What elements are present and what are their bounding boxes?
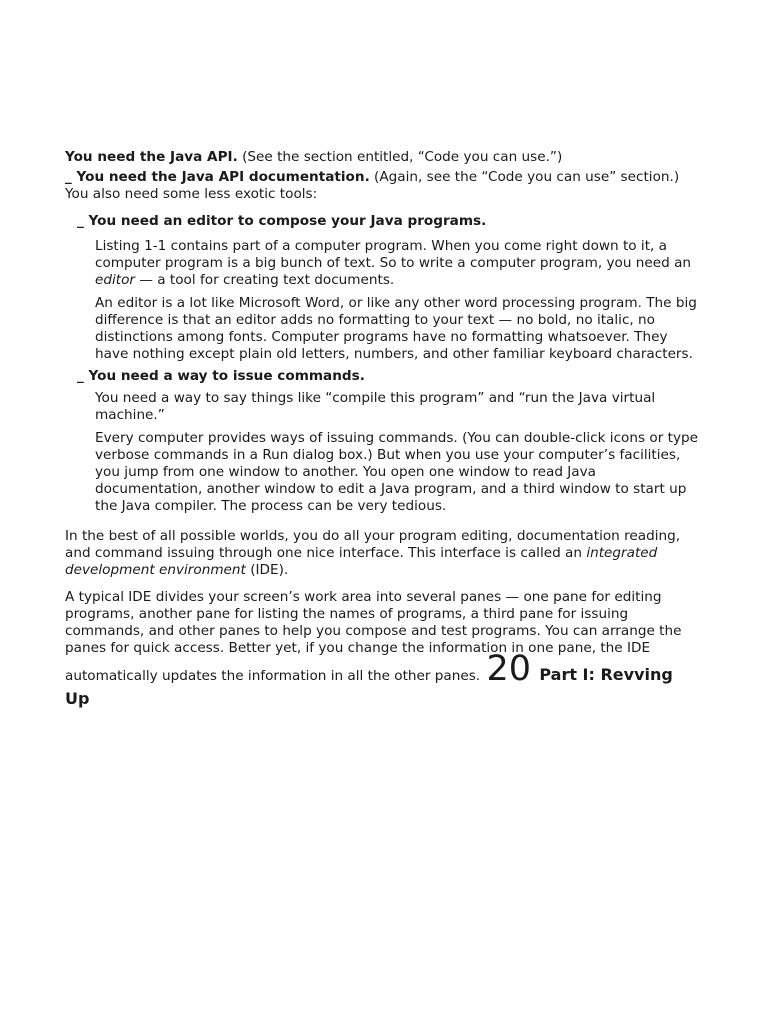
bullet-java-api-text: (See the section entitled, “Code you can use.”) [237,149,563,165]
editor-term: editor [95,272,136,288]
panes-paragraph-last-line [65,649,705,689]
bullet-java-api-docs-bold: _ You need the Java API documentation. [65,169,370,185]
commands-heading [77,368,705,385]
commands-heading-bold: _ You need a way to issue commands. [77,368,365,384]
editor-paragraph-1-end: — a tool for creating text documents. [135,272,395,288]
ide-term: integrated development environment [65,545,658,578]
page-number: 20 [486,649,532,689]
part-title: Part I: Revving [539,665,673,684]
ide-paragraph-end: (IDE). [245,562,289,578]
panes-paragraph: A typical IDE divides your screen’s work area into several panes — one pane for editing programs, another pane for listing the names of programs, a third pane for issuing commands, and other panes to help you compose and test programs. You can arrange the panes for quick access. Better yet, if you change the information in one pane, the IDE [65,589,682,656]
bullet-java-api-docs [65,169,705,186]
bullet-java-api-bold: You need the Java API. [65,149,238,165]
less-exotic-tools-line: You also need some less exotic tools: [65,186,318,202]
bullet-java-api-docs-text: (Again, see the “Code you can use” section.) [369,169,680,185]
editor-heading [77,213,705,230]
commands-paragraph-2: Every computer provides ways of issuing commands. (You can double-click icons or type verbose commands in a Run dialog box.) But when you use your computer’s facilities, you jump from one window to another. You open one window to read Java documentation, another window to edit a Java program, and a third window to start up the Java compiler. The process can be very tedious. [95,430,698,514]
editor-paragraph-2: An editor is a lot like Microsoft Word, or like any other word processing program. The big difference is that an editor adds no formatting to your text — no bold, no italic, no distinctions among fonts. Computer programs have no formatting whatsoever. They have nothing except plain old letters, numbers, and other familiar keyboard characters. [95,295,697,362]
editor-paragraph-1-start: Listing 1-1 contains part of a computer program. When you come right down to it, a computer program is a big bunch of text. So to write a computer program, you need an [95,238,692,271]
editor-heading-bold: _ You need an editor to compose your Java programs. [77,213,487,229]
commands-paragraph-1: You need a way to say things like “compile this program” and “run the Java virtual machine.” [95,390,656,423]
editor-paragraph-1 [95,238,705,289]
part-title-continued: Up [65,689,90,708]
panes-paragraph-last-text: automatically updates the information in all the other panes. [65,668,481,684]
document-page [65,149,705,707]
ide-paragraph-start: In the best of all possible worlds, you do all your program editing, documentation reading, and command issuing through one nice interface. This interface is called an [65,528,681,561]
bullet-java-api [65,149,705,166]
ide-paragraph [65,528,705,579]
